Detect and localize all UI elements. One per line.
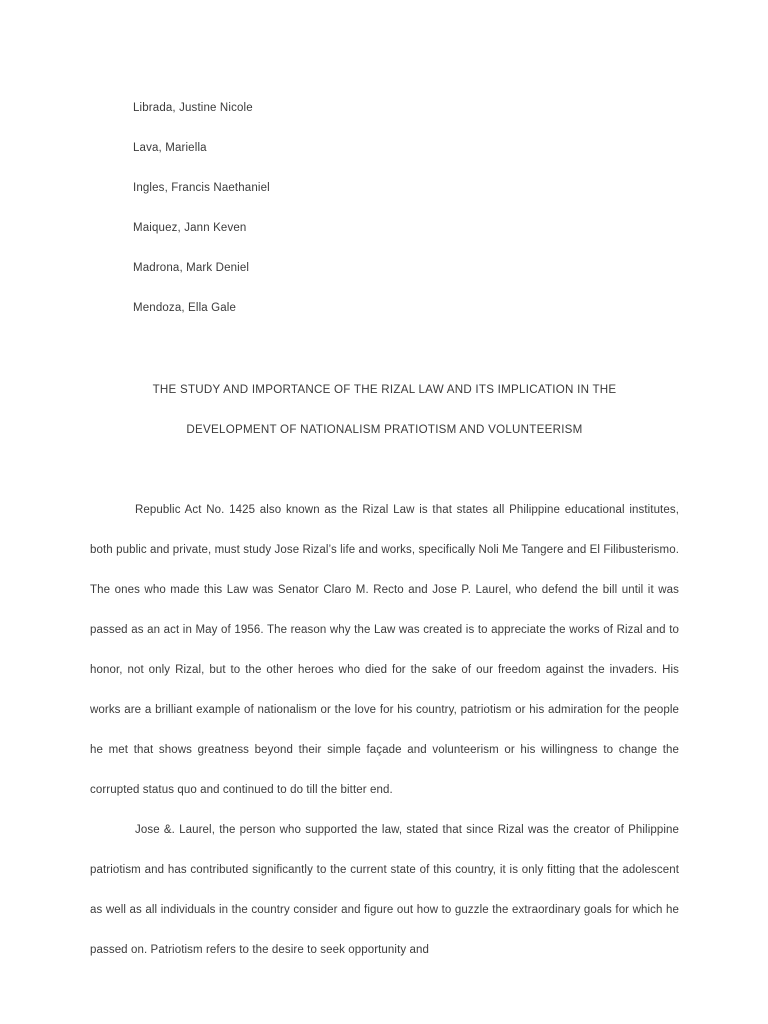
title-line-1: THE STUDY AND IMPORTANCE OF THE RIZAL LAW AND ITS IMPLICATION IN THE <box>152 383 617 396</box>
author-line: Librada, Justine Nicole <box>133 102 253 114</box>
document-title <box>90 370 679 450</box>
body-paragraph: Republic Act No. 1425 also known as the Rizal Law is that states all Philippine educational institutes, both public and private, must study Jose Rizal’s life and works, specifically Noli Me Tangere and El Filibusterismo. The ones who made this Law was Senator Claro M. Recto and Jose P. Laurel, who defend the bill until it was passed as an act in May of 1956. The reason why the Law was created is to appreciate the works of Rizal and to honor, not only Rizal, but to the other heroes who died for the sake of our freedom against the invaders. His works are a brilliant example of nationalism or the love for his country, patriotism or his admiration for the people he met that shows greatness beyond their simple façade and volunteerism or his willingness to change the corrupted status quo and continued to do till the bitter end. <box>90 504 679 796</box>
document-body <box>90 490 679 970</box>
author-line: Ingles, Francis Naethaniel <box>133 182 270 194</box>
author-line: Mendoza, Ella Gale <box>133 302 237 314</box>
title-line-2: DEVELOPMENT OF NATIONALISM PRATIOTISM AND VOLUNTEERISM <box>186 423 583 436</box>
body-paragraph: Jose &. Laurel, the person who supported the law, stated that since Rizal was the creator of Philippine patriotism and has contributed significantly to the current state of this country, it is only fitting that the adolescent as well as all individuals in the country consider and figure out how to guzzle the extraordinary goals for which he passed on. Patriotism refers to the desire to seek opportunity and <box>90 824 679 956</box>
author-line: Madrona, Mark Deniel <box>133 262 250 274</box>
author-line: Maiquez, Jann Keven <box>133 222 247 234</box>
author-line: Lava, Mariella <box>133 142 207 154</box>
author-list <box>133 88 679 328</box>
